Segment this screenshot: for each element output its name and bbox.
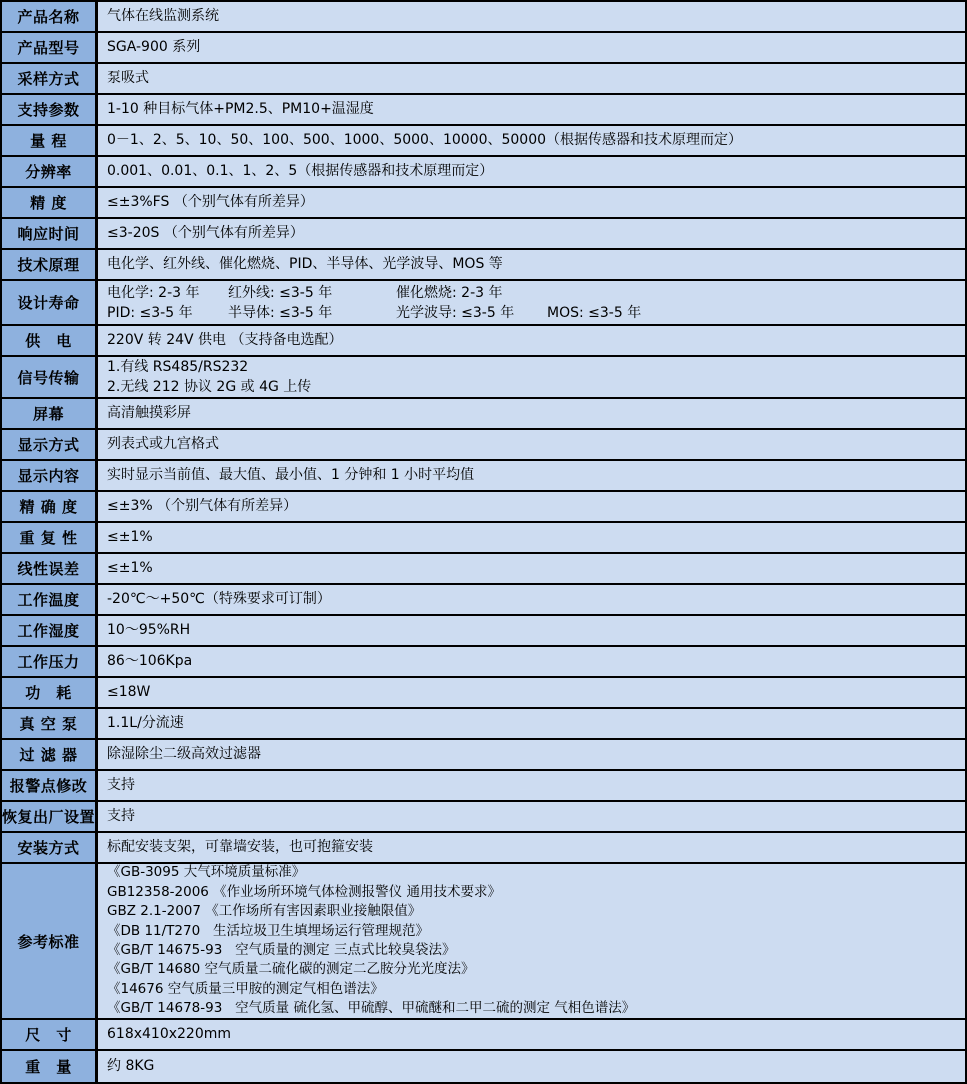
spec-row	[2, 64, 965, 95]
spec-label: 重 量	[2, 1051, 98, 1082]
spec-label: 尺 寸	[2, 1020, 98, 1049]
lifespan-item: 半导体: ≤3-5 年	[228, 304, 333, 321]
spec-value-text: 618x410x220mm	[107, 1026, 232, 1042]
spec-label: 工作湿度	[2, 616, 98, 645]
spec-row	[2, 864, 965, 1020]
spec-value-text: ≤±3%FS （个别气体有所差异）	[107, 194, 314, 210]
spec-value	[98, 357, 965, 397]
spec-label: 恢复出厂设置	[2, 802, 98, 831]
spec-value-text: 实时显示当前值、最大值、最小值、1 分钟和 1 小时平均值	[107, 467, 475, 483]
spec-value-text: ≤±1%	[107, 529, 153, 545]
spec-value	[98, 585, 965, 614]
spec-label: 过 滤 器	[2, 740, 98, 769]
spec-value	[98, 219, 965, 248]
spec-label: 量 程	[2, 126, 98, 155]
spec-value	[98, 157, 965, 186]
spec-row	[2, 326, 965, 357]
spec-row	[2, 616, 965, 647]
spec-value	[98, 1020, 965, 1049]
spec-value	[98, 709, 965, 738]
spec-value-text: 0.001、0.01、0.1、1、2、5（根据传感器和技术原理而定）	[107, 163, 494, 179]
spec-label: 信号传输	[2, 357, 98, 397]
spec-value	[98, 430, 965, 459]
spec-label: 显示方式	[2, 430, 98, 459]
spec-value	[98, 554, 965, 583]
spec-value	[98, 740, 965, 769]
spec-value-text: 列表式或九宫格式	[107, 436, 219, 452]
lifespan-item: 催化燃烧: 2-3 年	[396, 284, 503, 301]
spec-label: 响应时间	[2, 219, 98, 248]
spec-value-text: 除湿除尘二级高效过滤器	[107, 746, 261, 762]
spec-row	[2, 585, 965, 616]
spec-label: 采样方式	[2, 64, 98, 93]
spec-value	[98, 492, 965, 521]
spec-value	[98, 523, 965, 552]
spec-value	[98, 833, 965, 862]
spec-row	[2, 554, 965, 585]
spec-label: 重 复 性	[2, 523, 98, 552]
spec-value	[98, 802, 965, 831]
spec-row	[2, 709, 965, 740]
spec-row	[2, 740, 965, 771]
spec-row	[2, 1051, 965, 1082]
spec-row	[2, 250, 965, 281]
spec-value-line: 1.有线 RS485/RS232	[107, 359, 249, 375]
spec-value-text: 电化学、红外线、催化燃烧、PID、半导体、光学波导、MOS 等	[107, 256, 503, 272]
spec-value-line: 《GB/T 14678-93 空气质量 硫化氢、甲硫醇、甲硫醚和二甲二硫的测定 气相色谱法》	[107, 1000, 636, 1017]
spec-value-line: GBZ 2.1-2007 《工作场所有害因素职业接触限值》	[107, 903, 422, 920]
spec-row	[2, 833, 965, 864]
spec-value	[98, 616, 965, 645]
spec-label: 线性误差	[2, 554, 98, 583]
spec-value-text: ≤18W	[107, 684, 151, 700]
spec-value	[98, 678, 965, 707]
spec-label: 产品名称	[2, 2, 98, 31]
spec-label: 工作温度	[2, 585, 98, 614]
spec-value-text: 约 8KG	[107, 1058, 155, 1074]
spec-row	[2, 281, 965, 326]
spec-label: 真 空 泵	[2, 709, 98, 738]
spec-value-text: 支持	[107, 777, 135, 793]
spec-label: 支持参数	[2, 95, 98, 124]
lifespan-item: 光学波导: ≤3-5 年	[396, 304, 515, 321]
spec-value	[98, 326, 965, 355]
spec-value-text: 1-10 种目标气体+PM2.5、PM10+温湿度	[107, 101, 374, 117]
spec-row	[2, 33, 965, 64]
spec-value	[98, 95, 965, 124]
spec-row	[2, 219, 965, 250]
spec-value	[98, 188, 965, 217]
lifespan-item: 电化学: 2-3 年	[107, 284, 200, 301]
spec-value-line: 《GB/T 14675-93 空气质量的测定 三点式比较臭袋法》	[107, 942, 456, 958]
spec-value-text: 标配安装支架，可靠墙安装，也可抱箍安装	[107, 839, 373, 855]
lifespan-item: PID: ≤3-5 年	[107, 304, 193, 321]
lifespan-line	[107, 303, 955, 323]
spec-value-line: 《DB 11/T270 生活垃圾卫生填埋场运行管理规范》	[107, 922, 430, 939]
spec-row	[2, 771, 965, 802]
spec-row	[2, 461, 965, 492]
spec-label: 参考标准	[2, 864, 98, 1018]
spec-value-text: 10～95%RH	[107, 622, 191, 638]
spec-value	[98, 461, 965, 490]
spec-value-text: 86～106Kpa	[107, 653, 193, 669]
spec-value	[98, 771, 965, 800]
spec-label: 精 度	[2, 188, 98, 217]
spec-value	[98, 250, 965, 279]
lifespan-item	[547, 283, 955, 303]
spec-value-text: 高清触摸彩屏	[107, 405, 191, 421]
spec-value-text: SGA-900 系列	[107, 39, 201, 55]
spec-value	[98, 33, 965, 62]
spec-value	[98, 2, 965, 31]
spec-value	[98, 647, 965, 676]
spec-value-text: ≤±3% （个别气体有所差异）	[107, 498, 298, 514]
spec-label: 产品型号	[2, 33, 98, 62]
spec-row	[2, 188, 965, 219]
spec-label: 分辨率	[2, 157, 98, 186]
spec-label: 设计寿命	[2, 281, 98, 324]
spec-label: 供 电	[2, 326, 98, 355]
spec-label: 安装方式	[2, 833, 98, 862]
spec-row	[2, 2, 965, 33]
spec-value-line: 《14676 空气质量三甲胺的测定气相色谱法》	[107, 980, 384, 997]
spec-value	[98, 864, 965, 1018]
spec-value-text: ≤±1%	[107, 560, 153, 576]
spec-label: 精 确 度	[2, 492, 98, 521]
lifespan-item: MOS: ≤3-5 年	[547, 304, 642, 321]
spec-row	[2, 1020, 965, 1051]
spec-value-text: -20℃～+50℃（特殊要求可订制）	[107, 591, 331, 607]
spec-value-text: 泵吸式	[107, 70, 149, 86]
spec-label: 屏幕	[2, 399, 98, 428]
spec-row	[2, 678, 965, 709]
spec-row	[2, 647, 965, 678]
spec-value-line: 《GB/T 14680 空气质量二硫化碳的测定二乙胺分光光度法》	[107, 961, 475, 978]
spec-label: 工作压力	[2, 647, 98, 676]
spec-value-text: 0－1、2、5、10、50、100、500、1000、5000、10000、50000（根据传感器和技术原理而定）	[107, 132, 743, 148]
lifespan-line	[107, 283, 955, 303]
spec-row	[2, 523, 965, 554]
spec-value-line: 《GB-3095 大气环境质量标准》	[107, 864, 306, 881]
spec-row	[2, 95, 965, 126]
lifespan-item: 红外线: ≤3-5 年	[228, 284, 333, 301]
spec-row	[2, 399, 965, 430]
spec-row	[2, 802, 965, 833]
spec-value	[98, 126, 965, 155]
spec-value	[98, 399, 965, 428]
spec-value-line: GB12358-2006 《作业场所环境气体检测报警仪 通用技术要求》	[107, 883, 501, 900]
spec-value-text: ≤3-20S （个别气体有所差异）	[107, 225, 304, 241]
spec-row	[2, 157, 965, 188]
spec-label: 功 耗	[2, 678, 98, 707]
spec-value-text: 220V 转 24V 供电 （支持备电选配）	[107, 332, 343, 348]
spec-row	[2, 126, 965, 157]
spec-label: 技术原理	[2, 250, 98, 279]
spec-value-text: 支持	[107, 808, 135, 824]
spec-value-text: 1.1L/分流速	[107, 715, 184, 731]
spec-value-line: 2.无线 212 协议 2G 或 4G 上传	[107, 379, 312, 395]
spec-row	[2, 492, 965, 523]
spec-row	[2, 357, 965, 399]
spec-label: 报警点修改	[2, 771, 98, 800]
spec-value-text: 气体在线监测系统	[107, 8, 219, 24]
spec-value	[98, 64, 965, 93]
spec-value	[98, 1051, 965, 1082]
spec-row	[2, 430, 965, 461]
spec-value	[98, 281, 965, 324]
spec-label: 显示内容	[2, 461, 98, 490]
